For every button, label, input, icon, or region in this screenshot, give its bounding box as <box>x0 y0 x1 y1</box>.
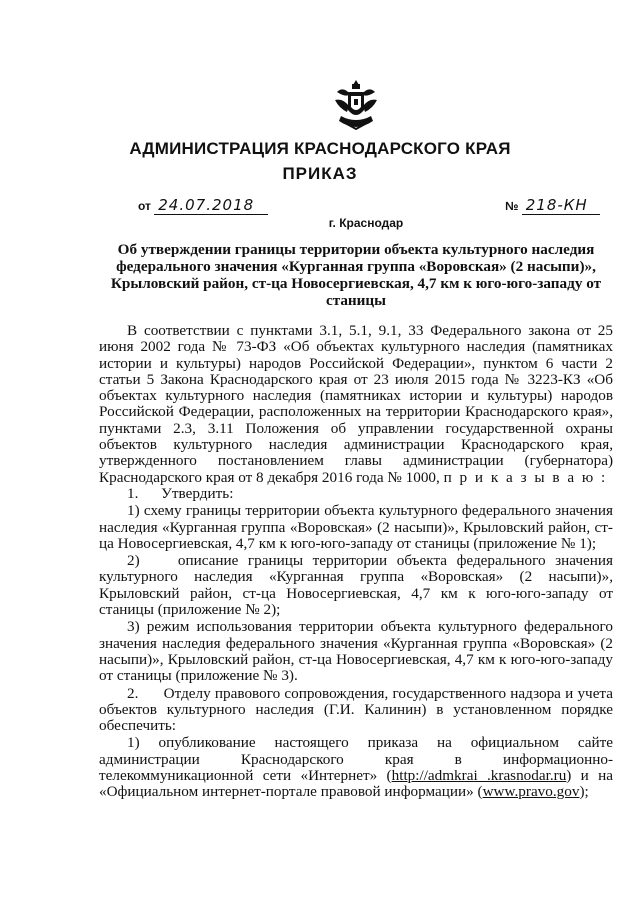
intro-text: В соответствии с пунктами 3.1, 5.1, 9.1, 33 Федерального закона от 25 июня 2002 года № 73-ФЗ «Об объектах культурного наследия (памятниках истории и культуры) народов Российской Федерации», пунктом 6 части 2 статьи 5 Закона Краснодарского края от 23 июля 2015 года № 3223-КЗ «Об объектах культурного наследия (памятниках истории и культуры) народов Российской Федерации, расположенных на территории Краснодарского края», пунктами 2.3, 3.11 Положения об управлении государственной охраны объектов культурного наследия администрации Краснодарского края, утвержденного постановлением главы администрации (губернатора) Краснодарского края от 8 декабря 2016 года № 1000, <box>99 322 613 486</box>
number-prefix: № <box>505 199 519 213</box>
document-body <box>99 323 613 801</box>
handwritten-number: 218-КН <box>522 196 600 215</box>
coat-of-arms-emblem <box>333 78 379 130</box>
city-name: г. Краснодар <box>328 216 404 230</box>
item-2: 2. Отделу правового сопровождения, государственного надзора и учета объектов культурного наследия (Г.И. Калинин) в установленном порядке обеспечить: <box>99 684 613 735</box>
document-title: Об утверждении границы территории объекта культурного наследия федерального значения «Курганная группа «Воровская» (2 насыпи)», Крыловский район, ст-ца Новосергиевская, 4,7 км к юго-юго-западу от станицы <box>110 241 602 309</box>
item-2-1-mid: ) и на «Официальном интернет-портале правовой информации» ( <box>99 767 613 801</box>
admkrai-link[interactable]: http://admkrai .krasnodar.ru <box>391 767 567 785</box>
item-1-3: 3) режим использования территории объекта культурного федерального значения наследия федерального значения «Курганная группа «Воровская» (2 насыпи)», Крыловский район, ст-ца Новосергиевская, 4,7 км к юго-юго-западу от станицы (приложение № 3). <box>99 618 613 685</box>
document-number <box>505 196 600 214</box>
item-1: 1. Утвердить: <box>127 484 234 502</box>
intro-command: п р и к а з ы в а ю : <box>443 468 608 486</box>
pravo-gov-link[interactable]: www.pravo.gov <box>482 783 580 801</box>
document-date <box>138 196 268 214</box>
document-type: ПРИКАЗ <box>282 164 358 183</box>
handwritten-date: 24.07.2018 <box>154 196 268 215</box>
item-2-1 <box>99 735 613 800</box>
organization-name: АДМИНИСТРАЦИЯ КРАСНОДАРСКОГО КРАЯ <box>129 139 511 158</box>
item-1-1: 1) схему границы территории объекта культурного федерального значения наследия «Курганная группа «Воровская» (2 насыпи)», Крыловский район, ст-ца Новосергиевская, 4,7 км к юго-юго-западу от станицы (приложение № 1); <box>99 502 613 552</box>
item-2-1-text: 1) опубликование настоящего приказа на официальном сайте администрации Краснодарского края в информационно-телекоммуникационной сети «Интернет» ( <box>99 734 613 785</box>
item-1-2: 2) описание границы территории объекта федерального значения культурного наследия «Курганная группа «Воровская» (2 насыпи)», Крыловский район, ст-ца Новосергиевская, 4,7 км к юго-юго-западу от станицы (приложение № 2); <box>99 552 613 619</box>
date-prefix: от <box>138 199 151 213</box>
item-2-1-end: ); <box>579 783 589 801</box>
intro-paragraph <box>99 323 613 486</box>
